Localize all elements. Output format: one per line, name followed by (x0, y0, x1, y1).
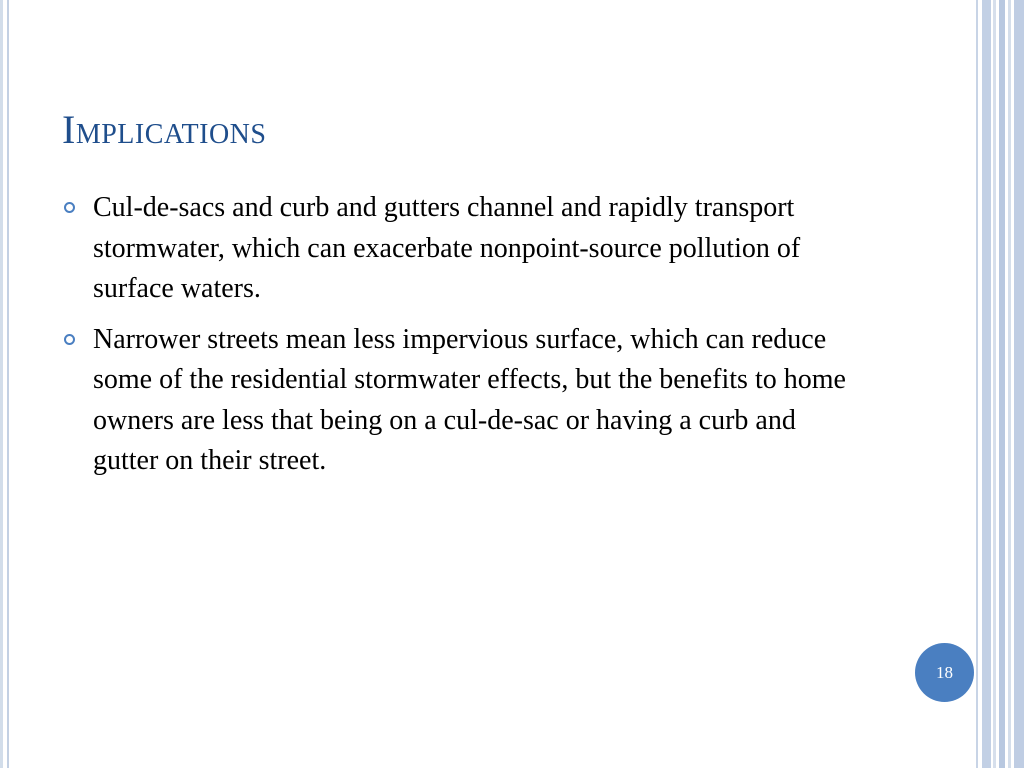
right-decorative-stripe (999, 0, 1005, 768)
page-number: 18 (936, 662, 953, 682)
right-decorative-stripe (976, 0, 978, 768)
bullet-text: Narrower streets mean less impervious surface, which can reduce some of the residential stormwater effects, but the benefits to home owners are less that being on a cul-de-sac or having a curb and gutter on their street. (93, 323, 846, 476)
right-decorative-stripe (1014, 0, 1024, 768)
slide-title: Implications (62, 107, 267, 152)
bullet-item (62, 188, 862, 310)
page-number-badge (915, 643, 974, 702)
bullet-text: Cul-de-sacs and curb and gutters channel and rapidly transport stormwater, which can exacerbate nonpoint-source pollution of surface waters. (93, 192, 801, 304)
right-decorative-stripe (1008, 0, 1011, 768)
left-border-line (7, 0, 9, 768)
right-decorative-stripe (982, 0, 991, 768)
right-decorative-stripe (993, 0, 996, 768)
bullet-ring-icon (64, 202, 75, 213)
bullet-item (62, 320, 862, 482)
bullet-ring-icon (64, 334, 75, 345)
bullet-list (62, 188, 862, 492)
left-border-line (0, 0, 3, 768)
